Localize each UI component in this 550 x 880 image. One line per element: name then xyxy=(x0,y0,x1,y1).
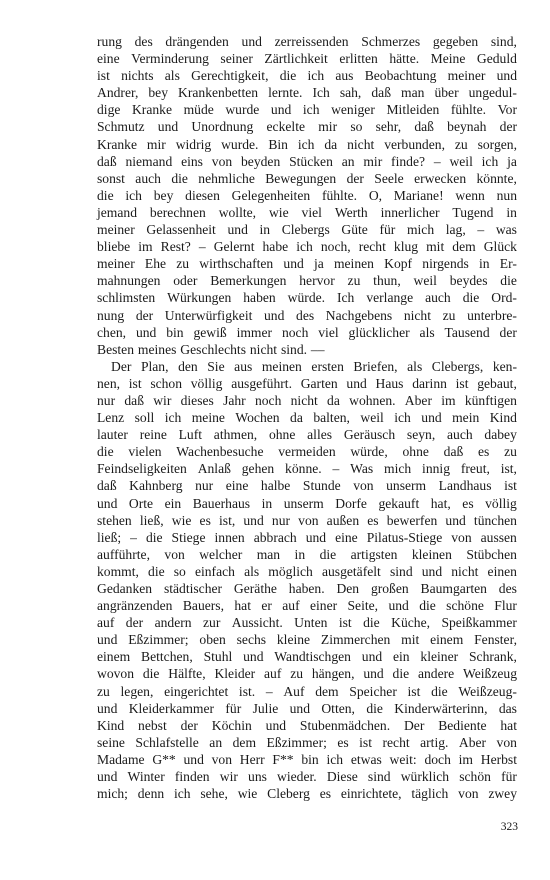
page-number: 323 xyxy=(500,821,518,833)
text-line: einem Bettchen, Stuhl und Wandtischgen und ein kleiner Schrank, xyxy=(97,649,517,665)
text-line: Schmutz und Unordnung eckelte mir so sehr, daß beynah der xyxy=(97,119,517,135)
text-line: Kranke mir widrig wurde. Bin ich da nicht verbunden, zu sorgen, xyxy=(97,136,517,152)
text-line: zu legen, eingerichtet ist. – Auf dem Speicher ist die Weißzeug- xyxy=(97,683,517,699)
text-line: daß niemand eins von beyden Stücken an mir finde? – weil ich ja xyxy=(97,153,517,169)
paragraph xyxy=(97,358,517,802)
text-line: Kind nebst der Köchin und Stubenmädchen. Der Bediente hat xyxy=(97,717,517,733)
paragraph xyxy=(97,33,517,358)
text-line: angränzenden Bauers, hat er auf einer Seite, und die schöne Flur xyxy=(97,598,517,614)
text-line: und Kleiderkammer für Julie und Otten, die Kinderwärterinn, das xyxy=(97,700,517,716)
text-line: Der Plan, den Sie aus meinen ersten Briefen, als Clebergs, ken- xyxy=(111,358,517,374)
text-line: Madame G** und von Herr F** bin ich etwas weit: doch im Herbst xyxy=(97,751,517,767)
text-line: stehen ließ, wie es ist, und nur von außen es bewerfen und tünchen xyxy=(97,512,517,528)
text-line: sonst auch die nehmliche Bewegungen der Seele erwecken könnte, xyxy=(97,170,517,186)
text-line: jemand berechnen wollte, wie viel Werth innerlicher Tugend in xyxy=(97,204,517,220)
text-line: ist nichts als Gerechtigkeit, die ich aus Beobachtung meiner und xyxy=(97,68,517,84)
text-line: Lenz soll ich meine Wochen da balten, weil ich und mein Kind xyxy=(97,410,517,426)
text-line: kommt, die so einfach als möglich ausgetäfelt sind und nicht einen xyxy=(97,563,517,579)
body-text xyxy=(97,33,517,802)
text-line: dige Kranke müde wurde und ich weniger Mitleiden fühlte. Vor xyxy=(97,102,517,118)
text-line: rung des drängenden und zerreissenden Schmerzes gegeben sind, xyxy=(97,34,517,49)
text-line: mahnungen oder Bemerkungen hervor zu thun, weil beydes die xyxy=(97,273,517,289)
text-line: Feindseligkeiten Anlaß gehen könne. – Was mich innig freut, ist, xyxy=(97,461,517,477)
text-line: Besten meines Geschlechts nicht sind. –– xyxy=(97,341,325,357)
text-line: bliebe im Rest? – Gelernt habe ich noch, recht klug mit dem Glück xyxy=(97,239,517,255)
text-line: und Eßzimmer; oben sechs kleine Zimmerchen mit einem Fenster, xyxy=(97,632,517,648)
text-line: nung der Unterwürfigkeit und des Nachgebens nicht zu unterbre- xyxy=(97,307,517,323)
text-line: nur daß wir dieses Jahr noch nicht da wohnen. Aber im künftigen xyxy=(97,392,517,408)
text-line: nen, ist schon völlig ausgeführt. Garten und Haus darinn ist gebaut, xyxy=(97,375,517,391)
text-line: die vielen Wachenbesuche vermeiden würde, ohne daß es zu xyxy=(97,444,517,460)
text-line: Gedanken städtischer Geräthe haben. Den großen Baumgarten des xyxy=(97,581,517,596)
text-line: lauter reine Luft athmen, ohne alles Geräusch seyn, auch dabey xyxy=(97,427,517,443)
text-line: mich; denn ich sehe, wie Cleberg es einrichtete, täglich von zwey xyxy=(97,786,517,802)
text-line: die ich bey diesen Gelegenheiten fühlte. O, Mariane! wenn nun xyxy=(97,187,517,203)
text-line: auf der andern zur Aussicht. Unten ist die Küche, Speißkammer xyxy=(97,615,517,631)
text-line: chen, und bin gewiß immer noch viel glücklicher als Tausend der xyxy=(97,324,517,340)
text-line: und Winter finden wir uns wieder. Diese sind würklich schön für xyxy=(97,769,517,785)
text-line: schlimsten Würkungen haben würde. Ich verlange auch die Ord- xyxy=(97,290,517,306)
text-line: aufführte, von welcher man in die artigsten kleinen Stübchen xyxy=(97,546,517,562)
text-line: Andrer, bey Krankenbetten lernte. Ich sah, daß man über ungedul- xyxy=(97,85,517,101)
text-line: ließ; – die Stiege innen abbrach und eine Pilatus-Stiege von aussen xyxy=(97,529,517,545)
text-line: seine Schlafstelle an dem Eßzimmer; es ist recht artig. Aber von xyxy=(97,734,517,750)
text-line: und Orte ein Bauerhaus in unserm Dorfe gekauft hat, es völlig xyxy=(97,495,517,511)
text-line: meiner Gelassenheit und in Clebergs Güte für mich lag, – was xyxy=(97,222,517,238)
text-line: meiner Ehe zu wirthschaften und ja meinen Kopf nirgends in Er- xyxy=(97,256,517,272)
text-line: wovon die Hälfte, Kleider auf zu hängen, und die andere Weißzeug xyxy=(97,666,517,682)
text-line: daß Kahnberg nur eine halbe Stunde von unserm Landhaus ist xyxy=(97,478,517,494)
text-line: eine Verminderung seiner Zärtlichkeit erlitten hätte. Meine Geduld xyxy=(97,51,517,67)
